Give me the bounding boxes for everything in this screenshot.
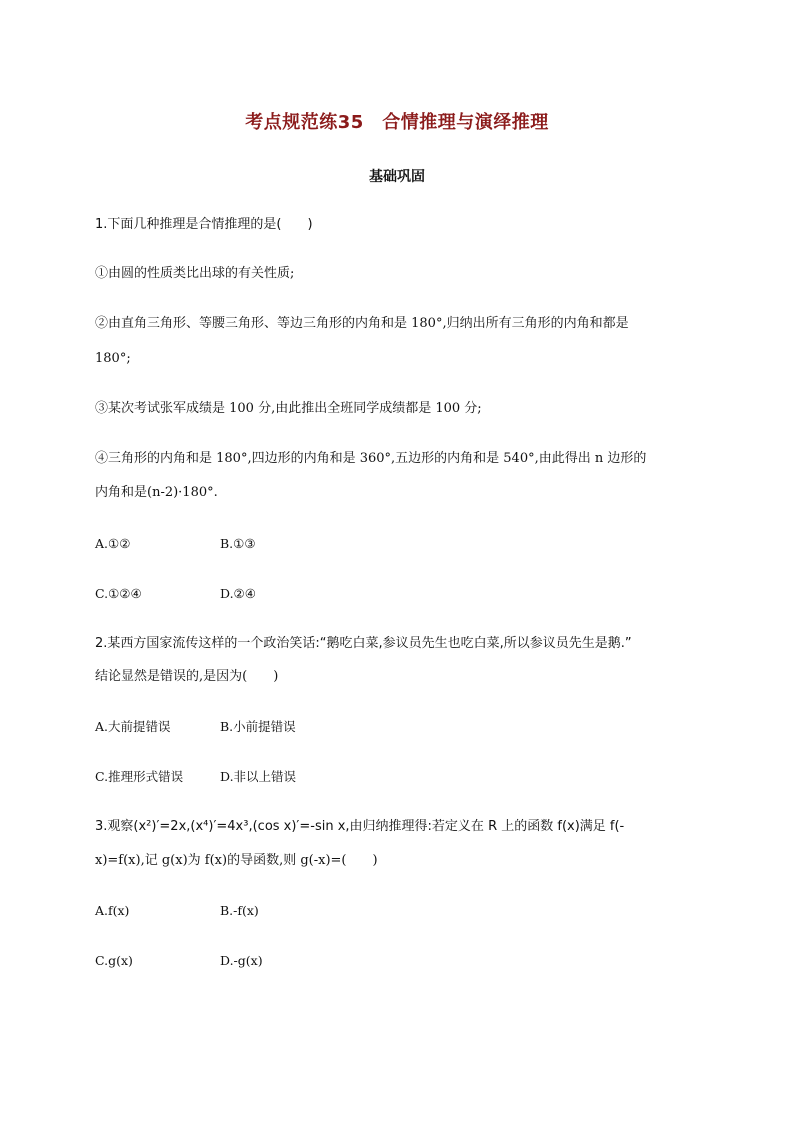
section-heading: 基础巩固: [369, 169, 425, 185]
question-2-stem-cont: 结论显然是错误的,是因为( ): [95, 669, 279, 684]
question-2-option-c[interactable]: C.推理形式错误: [95, 769, 184, 784]
question-1-statement-1: ①由圆的性质类比出球的有关性质;: [95, 266, 295, 281]
question-2-option-b[interactable]: B.小前提错误: [220, 719, 296, 734]
question-1-statement-2-cont: 180°;: [95, 351, 131, 366]
question-1-statement-3: ③某次考试张军成绩是 100 分,由此推出全班同学成绩都是 100 分;: [95, 401, 482, 416]
question-1-stem: 1.下面几种推理是合情推理的是( ): [95, 217, 313, 232]
page-title: 考点规范练35 合情推理与演绎推理: [245, 112, 549, 133]
question-1-statement-4: ④三角形的内角和是 180°,四边形的内角和是 360°,五边形的内角和是 540°,由此得出 n 边形的: [95, 451, 647, 466]
question-2-stem: 2.某西方国家流传这样的一个政治笑话:“鹅吃白菜,参议员先生也吃白菜,所以参议员先生是鹅.”: [95, 636, 632, 651]
question-3-stem: 3.观察(x²)′=2x,(x⁴)′=4x³,(cos x)′=-sin x,由归纳推理得:若定义在 R 上的函数 f(x)满足 f(-: [95, 819, 625, 834]
question-3-option-c[interactable]: C.g(x): [95, 953, 133, 968]
question-1-statement-2: ②由直角三角形、等腰三角形、等边三角形的内角和是 180°,归纳出所有三角形的内角和都是: [95, 316, 629, 331]
question-1-option-a[interactable]: A.①②: [95, 536, 131, 551]
question-3-stem-cont: x)=f(x),记 g(x)为 f(x)的导函数,则 g(-x)=( ): [95, 853, 378, 868]
question-1-option-b[interactable]: B.①③: [220, 536, 256, 551]
question-3-option-a[interactable]: A.f(x): [95, 903, 130, 918]
question-1-statement-4-cont: 内角和是(n-2)·180°.: [95, 485, 218, 500]
question-1-option-c[interactable]: C.①②④: [95, 586, 142, 601]
question-1-option-d[interactable]: D.②④: [220, 586, 256, 601]
question-2-option-d[interactable]: D.非以上错误: [220, 769, 297, 784]
question-3-option-d[interactable]: D.-g(x): [220, 953, 263, 968]
question-3-option-b[interactable]: B.-f(x): [220, 903, 259, 918]
question-2-option-a[interactable]: A.大前提错误: [95, 719, 171, 734]
